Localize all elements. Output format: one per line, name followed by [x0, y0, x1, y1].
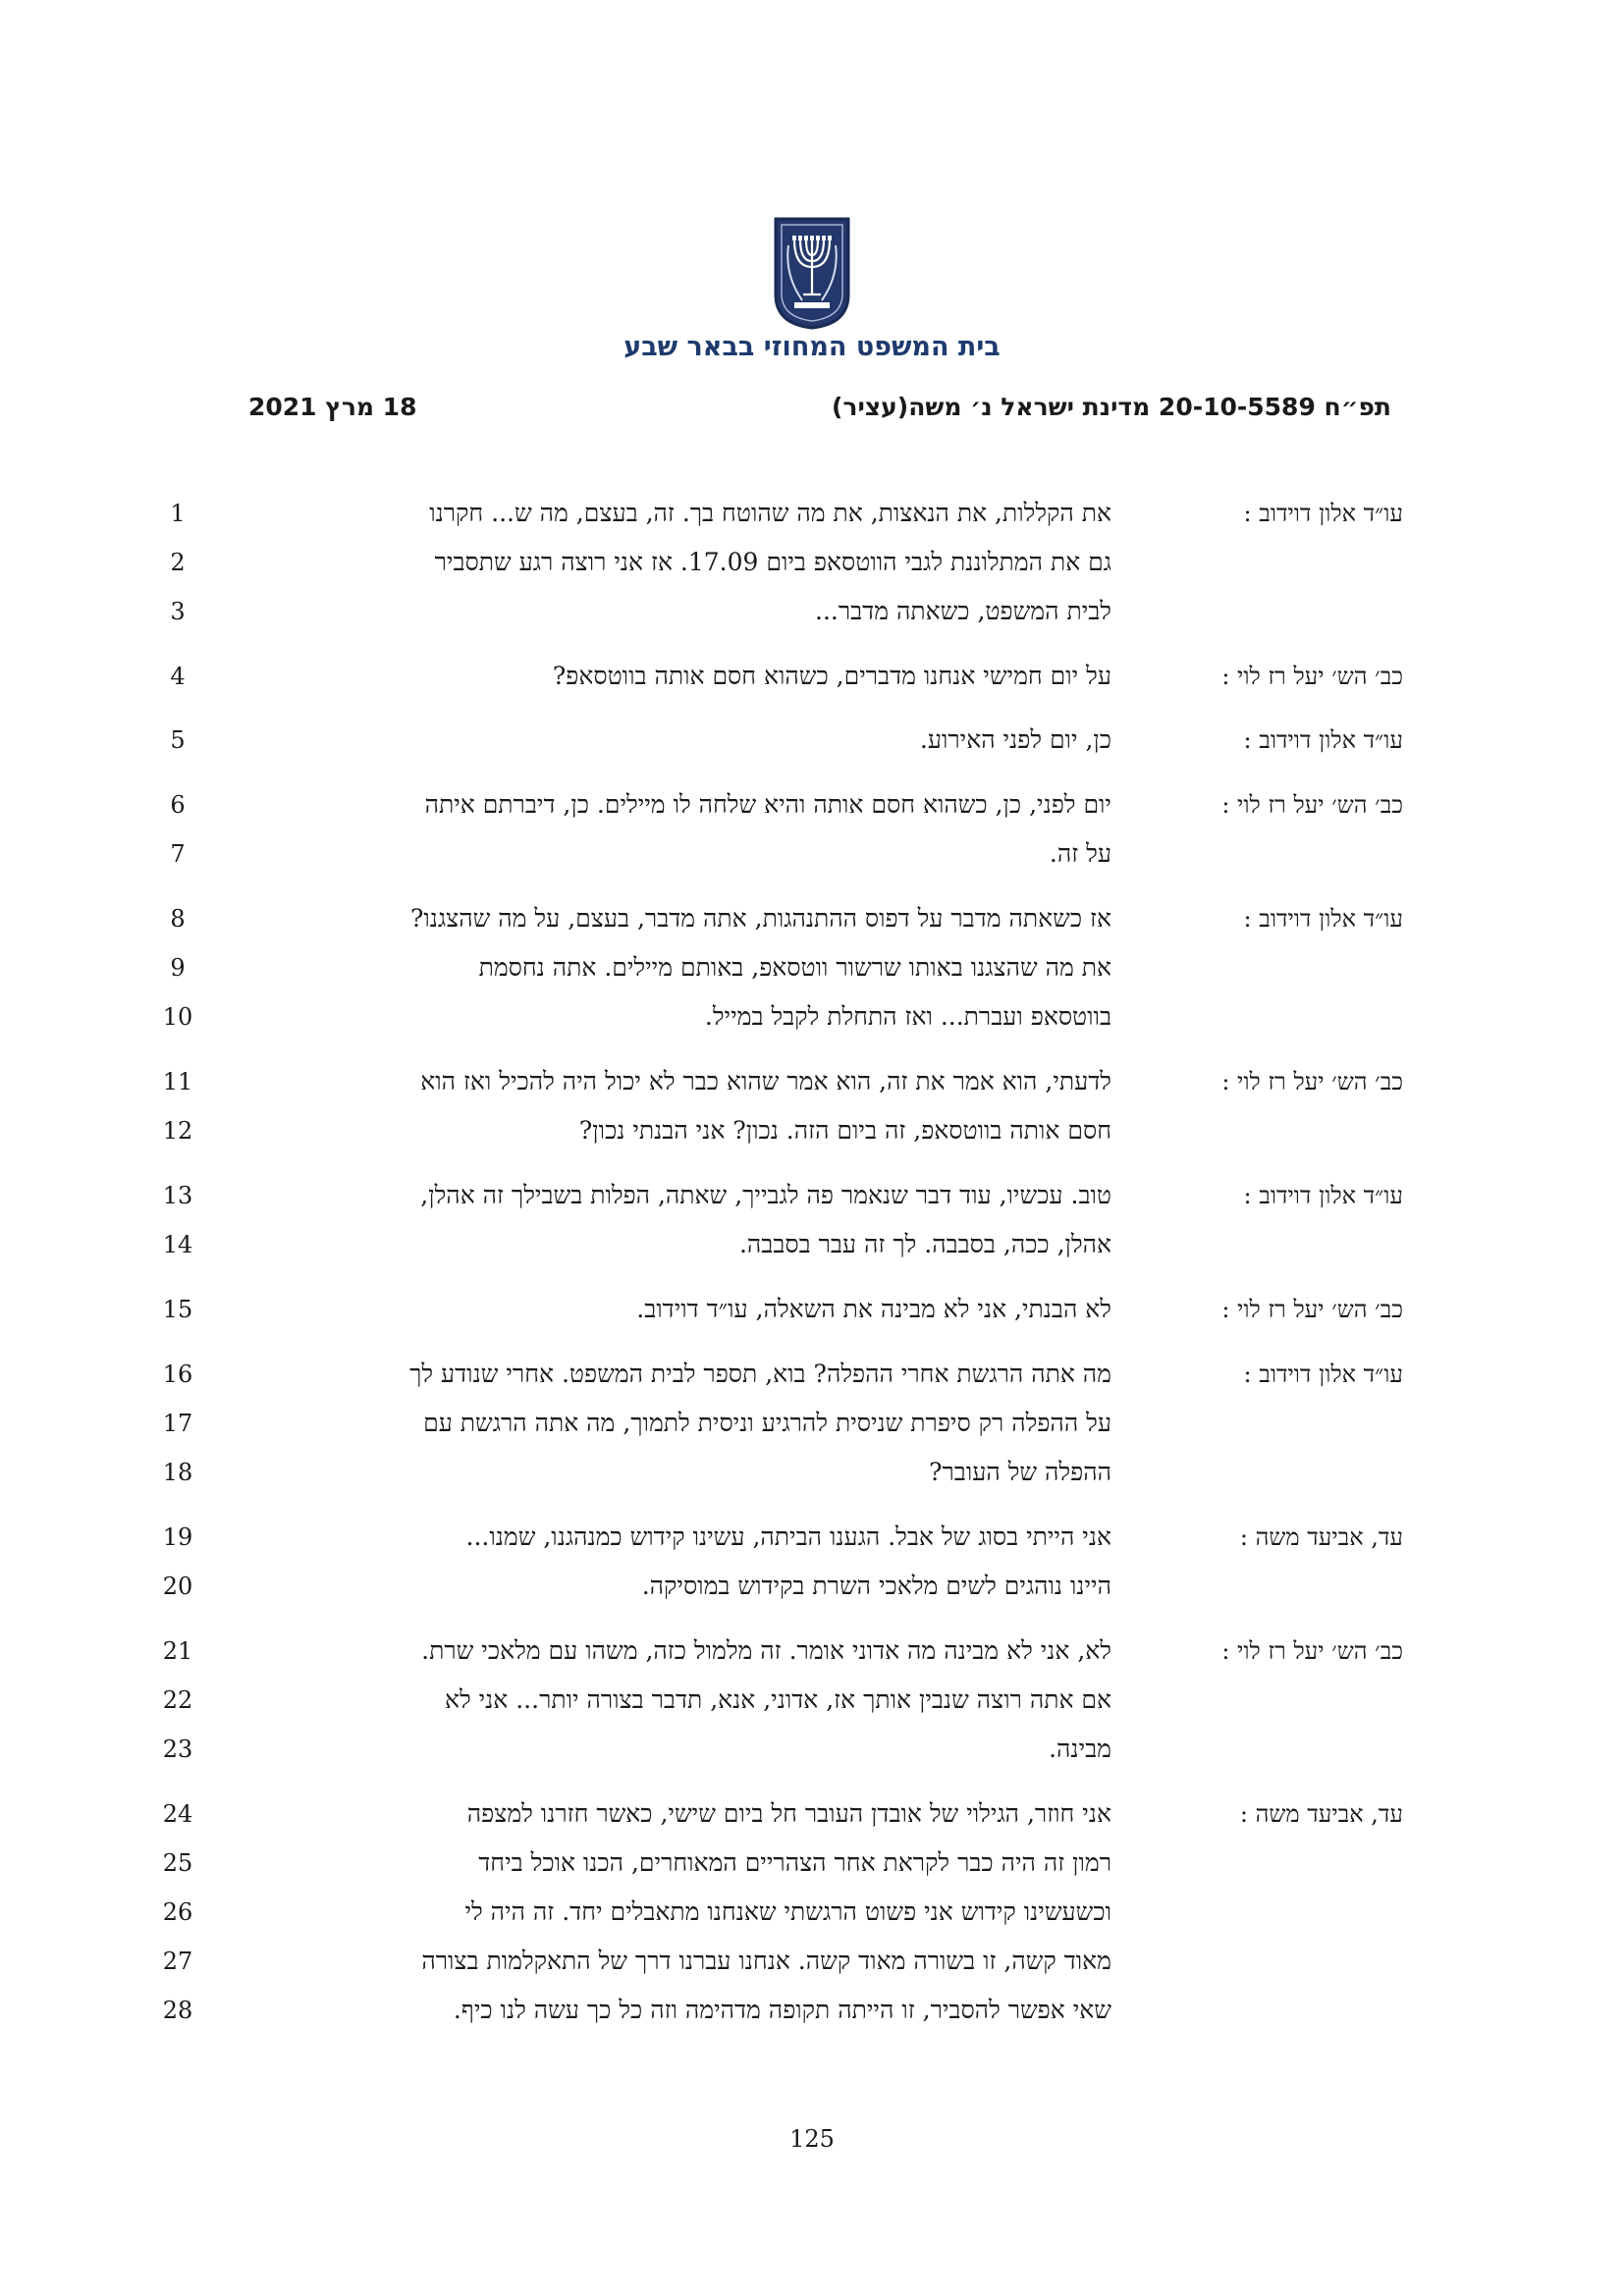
line-number: 12	[162, 1117, 193, 1145]
line-number: 28	[162, 1997, 193, 2024]
transcript-line	[0, 829, 1624, 879]
transcript-line	[0, 1789, 1624, 1839]
speaker-label: כב׳ הש׳ יעל רז לוי :	[1221, 1296, 1403, 1323]
transcript-line	[0, 538, 1624, 587]
line-text: את הקללות, את הנאצות, את מה שהוטח בך. זה, בעצם, מה ש... חקרנו	[429, 499, 1111, 527]
transcript-line	[0, 1839, 1624, 1888]
line-number: 1	[170, 500, 186, 527]
transcript-line	[0, 587, 1624, 636]
speaker-label: עו״ד אלון דוידוב :	[1243, 1361, 1403, 1388]
line-number: 22	[162, 1686, 193, 1714]
line-text: על יום חמישי אנחנו מדברים, כשהוא חסם אותה בווטסאפ?	[552, 662, 1111, 690]
line-number: 11	[162, 1068, 193, 1095]
line-number: 2	[170, 549, 186, 576]
line-text: יום לפני, כן, כשהוא חסם אותה והיא שלחה לו מיילים. כן, דיברתם איתה	[424, 790, 1111, 819]
speaker-label: עד, אביעד משה :	[1239, 1800, 1403, 1828]
transcript-line	[0, 992, 1624, 1041]
line-text: טוב. עכשיו, עוד דבר שנאמר פה לגבייך, שאתה, הפלות בשבילך זה אהלן,	[420, 1181, 1111, 1209]
line-number: 8	[170, 905, 186, 933]
line-text: על זה.	[1049, 839, 1111, 868]
line-text: אהלן, ככה, בסבבה. לך זה עבר בסבבה.	[738, 1230, 1111, 1258]
line-number: 5	[170, 726, 186, 754]
transcript-line	[0, 1220, 1624, 1269]
line-text: שאי אפשר להסביר, זו הייתה תקופה מדהימה וזה כל כך עשה לנו כיף.	[453, 1996, 1111, 2024]
case-title: תפ״ח 20-10-5589 מדינת ישראל נ׳ משה(עציר)	[831, 393, 1391, 421]
speaker-label: עו״ד אלון דוידוב :	[1243, 726, 1403, 754]
transcript-line	[0, 1106, 1624, 1155]
line-text: חסם אותה בווטסאפ, זה ביום הזה. נכון? אני הבנתי נכון?	[578, 1116, 1111, 1145]
transcript-line	[0, 1937, 1624, 1986]
transcript-line	[0, 1171, 1624, 1220]
transcript-line	[0, 1676, 1624, 1725]
line-text: לבית המשפט, כשאתה מדבר...	[815, 597, 1111, 625]
line-number: 9	[170, 954, 186, 982]
line-text: אני הייתי בסוג של אבל. הגענו הביתה, עשינו קידוש כמנהגנו, שמנו...	[465, 1522, 1111, 1551]
line-number: 17	[162, 1410, 193, 1437]
line-text: אז כשאתה מדבר על דפוס ההתנהגות, אתה מדבר, בעצם, על מה שהצגנו?	[409, 904, 1111, 933]
line-number: 10	[162, 1003, 193, 1031]
line-number: 23	[162, 1735, 193, 1763]
speaker-label: כב׳ הש׳ יעל רז לוי :	[1221, 663, 1403, 690]
line-text: רמון זה היה כבר לקראת אחר הצהריים המאוחרים, הכנו אוכל ביחד	[478, 1848, 1111, 1877]
transcript-line	[0, 780, 1624, 829]
speaker-label: עד, אביעד משה :	[1239, 1523, 1403, 1551]
line-text: מאוד קשה, זו בשורה מאוד קשה. אנחנו עברנו דרך של התאקלמות בצורה	[421, 1947, 1111, 1975]
line-number: 16	[162, 1361, 193, 1388]
line-number: 13	[162, 1182, 193, 1209]
line-number: 3	[170, 598, 186, 625]
line-text: מה אתה הרגשת אחרי ההפלה? בוא, תספר לבית המשפט. אחרי שנודע לך	[409, 1360, 1111, 1388]
transcript-line	[0, 1057, 1624, 1106]
line-text: אם אתה רוצה שנבין אותך אז, אדוני, אנא, תדבר בצורה יותר... אני לא	[444, 1685, 1111, 1714]
transcript-line	[0, 1399, 1624, 1448]
line-number: 26	[162, 1898, 193, 1926]
transcript-line	[0, 1627, 1624, 1676]
line-text: כן, יום לפני האירוע.	[919, 725, 1111, 754]
speaker-label: כב׳ הש׳ יעל רז לוי :	[1221, 791, 1403, 819]
transcript-line	[0, 1562, 1624, 1611]
transcript-line	[0, 1285, 1624, 1334]
transcript-line	[0, 489, 1624, 538]
transcript-line	[0, 716, 1624, 765]
line-number: 21	[162, 1637, 193, 1665]
line-text: גם את המתלוננת לגבי הווטסאפ ביום 17.09. אז אני רוצה רגע שתסביר	[434, 548, 1111, 576]
line-text: ההפלה של העובר?	[929, 1458, 1111, 1486]
line-number: 20	[162, 1573, 193, 1600]
transcript-line	[0, 1888, 1624, 1937]
line-number: 19	[162, 1523, 193, 1551]
hearing-date: 18 מרץ 2021	[248, 393, 417, 421]
line-number: 14	[162, 1231, 193, 1258]
line-text: על ההפלה רק סיפרת שניסית להרגיע וניסית לתמוך, מה אתה הרגשת עם	[423, 1409, 1111, 1437]
transcript-line	[0, 1725, 1624, 1774]
line-text: בווטסאפ ועברת... ואז התחלת לקבל במייל.	[704, 1002, 1111, 1031]
page-number: 125	[789, 2125, 835, 2153]
transcript-line	[0, 1986, 1624, 2035]
line-text: אני חוזר, הגילוי של אובדן העובר חל ביום שישי, כאשר חזרנו למצפה	[466, 1799, 1111, 1828]
line-text: היינו נוהגים לשים מלאכי השרת בקידוש במוסיקה.	[641, 1572, 1111, 1600]
line-number: 15	[162, 1296, 193, 1323]
transcript-line	[0, 1350, 1624, 1399]
line-number: 24	[162, 1800, 193, 1828]
speaker-label: כב׳ הש׳ יעל רז לוי :	[1221, 1068, 1403, 1095]
line-text: מבינה.	[1049, 1735, 1111, 1763]
speaker-label: עו״ד אלון דוידוב :	[1243, 500, 1403, 527]
line-text: לדעתי, הוא אמר את זה, הוא אמר שהוא כבר לא יכול היה להכיל ואז הוא	[420, 1067, 1111, 1095]
transcript-line	[0, 652, 1624, 701]
line-number: 4	[170, 663, 186, 690]
line-number: 6	[170, 791, 186, 819]
line-text: לא הבנתי, אני לא מבינה את השאלה, עו״ד דוידוב.	[636, 1295, 1111, 1323]
line-number: 25	[162, 1849, 193, 1877]
speaker-label: כב׳ הש׳ יעל רז לוי :	[1221, 1637, 1403, 1665]
line-text: לא, אני לא מבינה מה אדוני אומר. זה מלמול כזה, משהו עם מלאכי שרת.	[421, 1636, 1111, 1665]
speaker-label: עו״ד אלון דוידוב :	[1243, 905, 1403, 933]
line-text: וכשעשינו קידוש אני פשוט הרגשתי שאנחנו מתאבלים יחד. זה היה לי	[464, 1897, 1111, 1926]
court-name: בית המשפט המחוזי בבאר שבע	[623, 332, 1001, 362]
line-text: את מה שהצגנו באותו שרשור ווטסאפ, באותם מיילים. אתה נחסמת	[478, 953, 1111, 982]
transcript-line	[0, 894, 1624, 943]
speaker-label: עו״ד אלון דוידוב :	[1243, 1182, 1403, 1209]
line-number: 7	[170, 840, 186, 868]
line-number: 18	[162, 1459, 193, 1486]
line-number: 27	[162, 1948, 193, 1975]
transcript-line	[0, 943, 1624, 992]
transcript-line	[0, 1448, 1624, 1497]
transcript-line	[0, 1513, 1624, 1562]
